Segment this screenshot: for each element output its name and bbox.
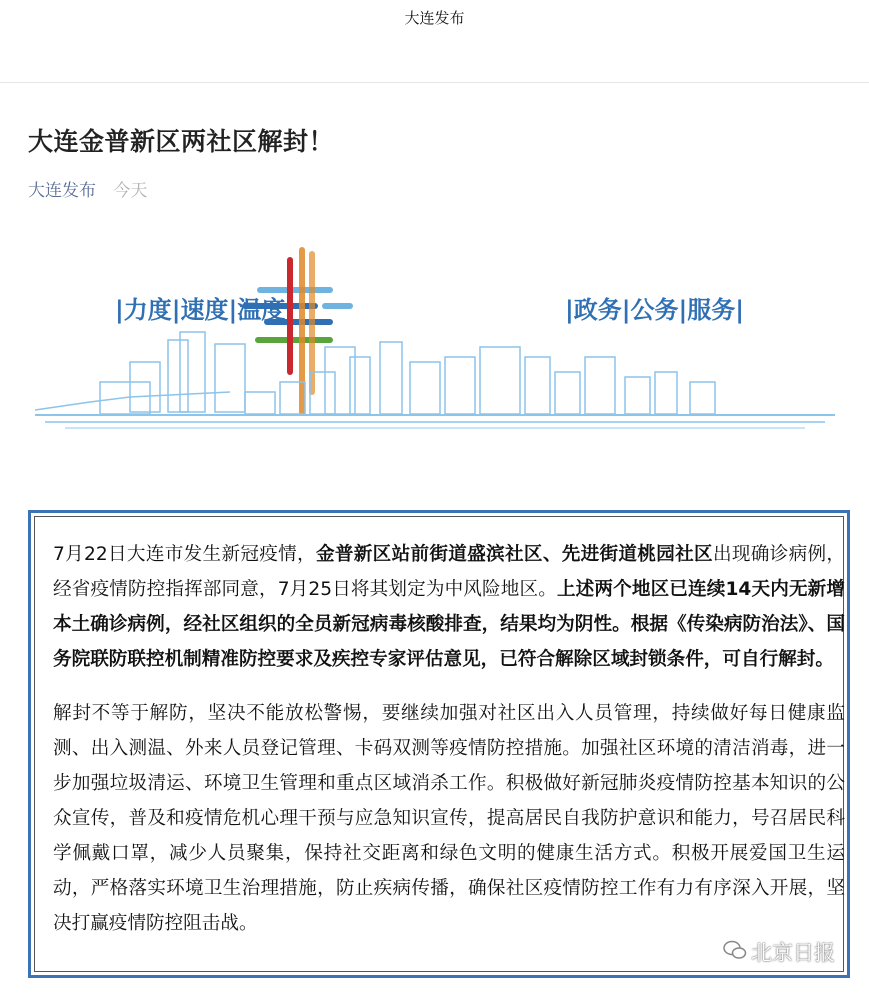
- bold-text-segment: 金普新区站前街道盛滨社区、先进街道桃园社区: [315, 544, 713, 565]
- article-content: [53, 537, 845, 960]
- right-slogan: |政务|公务|服务|: [565, 296, 745, 324]
- skyline-icon: [35, 332, 715, 414]
- paragraph-2: 解封不等于解防，坚决不能放松警惕，要继续加强对社区出入人员管理，持续做好每日健康监测、出入测温、外来人员登记管理、卡码双测等疫情防控措施。加强社区环境的清洁消毒，进一步加强垃圾清运、环境卫生管理和重点区域消杀工作。积极做好新冠肺炎疫情防控基本知识的公众宣传，普及和疫情危机心理干预与应急知识宣传，提高居民自我防护意识和能力，号召居民科学佩戴口罩，减少人员聚集，保持社交距离和绿色文明的健康生活方式。积极开展爱国卫生运动，严格落实环境卫生治理措施，防止疾病传播，确保社区疫情防控工作有力有序深入开展，坚决打赢疫情防控阻击战。: [53, 703, 845, 934]
- text-segment: 7月22日大连市发生新冠疫情，: [53, 544, 316, 565]
- publish-date: 今天: [113, 181, 148, 201]
- wechat-icon: [723, 940, 747, 965]
- paragraph-1: [53, 537, 845, 677]
- article-title: 大连金普新区两社区解封！: [28, 127, 335, 156]
- author-link[interactable]: 大连发布: [28, 181, 96, 201]
- article-meta: [28, 176, 147, 201]
- banner-image: [30, 232, 840, 447]
- notice-box: [28, 510, 850, 978]
- top-bar: [0, 0, 869, 83]
- account-title: 大连发布: [404, 9, 465, 27]
- city-skyline-logo-illustration: [30, 232, 840, 447]
- watermark: [723, 937, 835, 967]
- left-slogan: |力度|速度|温度|: [115, 296, 295, 324]
- bold-text-segment: 上述两个地区已连续14天内无新增本土确诊病例，经社区组织的全员新冠病毒核酸排查，结果均为阴性。根据《传染病防治法》、国务院联防联控机制精准防控要求及疾控专家评估意见，已符合解除区域封锁条件，可自行解封。: [53, 579, 845, 670]
- watermark-text: 北京日报: [751, 941, 835, 965]
- text-segment: 出现确诊病例，经省疫情防控指挥部同意，7月25日将其划定为中风险地区。: [53, 544, 845, 600]
